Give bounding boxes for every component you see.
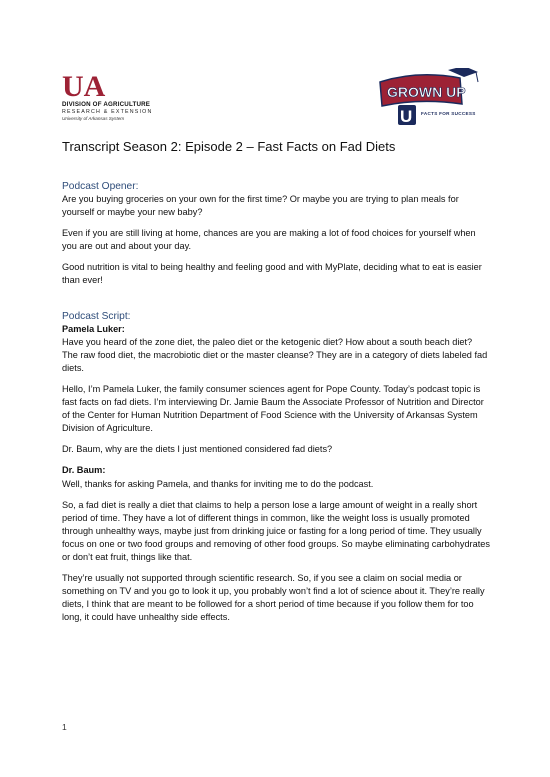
svg-text:U: U (400, 107, 413, 126)
grown-up-logo (378, 68, 498, 128)
script-paragraph-5: So, a fad diet is really a diet that claims to help a person lose a large amount of weight in a really short period of time. They have a lot of different things in common, like the weight loss is usually promoted through unhealthy ways, maybe just from drinking juice or fasting for a long period of time. They usually focus on one or two food groups and removing of other food groups. So maybe eliminating carbohydrates or don’t eat fruit, things like that. (62, 499, 490, 562)
script-paragraph-2: Hello, I’m Pamela Luker, the family consumer sciences agent for Pope County. Today’s podcast topic is fast facts on fad diets. I’m interviewing Dr. Jamie Baum the Associate Professor of Nutrition and Director of the Center for Human Nutrition Department of Food Science with the University of Arkansas System Division of Agriculture. (62, 383, 484, 434)
script-paragraph-6: They’re usually not supported through scientific research. So, if you see a claim on social media or something on TV and you go to look it up, you probably won’t find a lot of science about it. They’re really diets, I think that are meant to be followed for a short period of time because if you follow them for too long, it could have unhealthy side effects. (62, 573, 485, 623)
ua-mark-icon (62, 70, 110, 100)
opener-paragraph-2: Even if you are still living at home, chances are you are making a lot of food choices for yourself when you are out and about your day. (62, 228, 476, 252)
speaker-pamela-label: Pamela Luker: (62, 323, 125, 334)
page-number: 1 (62, 722, 67, 732)
opener-paragraph-1: Are you buying groceries on your own for the first time? Or maybe you are trying to plan meals for yourself or maybe your new baby? (62, 194, 459, 218)
opener-heading: Podcast Opener: (62, 181, 139, 192)
transcript-body (62, 180, 490, 632)
grown-up-badge-icon (378, 68, 498, 128)
logo-research-text: RESEARCH & EXTENSION (62, 109, 153, 115)
uada-logo (62, 70, 182, 121)
transcript-title: Transcript Season 2: Episode 2 – Fast Facts on Fad Diets (62, 139, 396, 154)
svg-text:GROWN UP: GROWN UP (387, 84, 466, 100)
script-paragraph-1: Have you heard of the zone diet, the paleo diet or the ketogenic diet? How about a south beach diet? The raw food diet, the macrobiotic diet or the master cleanse? They are in a category of diets labeled fad diets. (62, 336, 488, 373)
speaker-baum-label: Dr. Baum: (62, 465, 106, 476)
logo-university-text: University of Arkansas System (62, 116, 125, 121)
svg-text:UA: UA (62, 70, 106, 100)
opener-paragraph-3: Good nutrition is vital to being healthy and feeling good and with MyPlate, deciding what to eat is easier than ever! (62, 262, 482, 286)
grown-up-tagline: FACTS FOR SUCCESS (421, 111, 476, 116)
script-paragraph-3: Dr. Baum, why are the diets I just mentioned considered fad diets? (62, 444, 333, 455)
script-heading: Podcast Script: (62, 310, 131, 322)
logo-division-text: DIVISION OF AGRICULTURE (62, 101, 151, 108)
script-paragraph-4: Well, thanks for asking Pamela, and thanks for inviting me to do the podcast. (62, 478, 374, 489)
